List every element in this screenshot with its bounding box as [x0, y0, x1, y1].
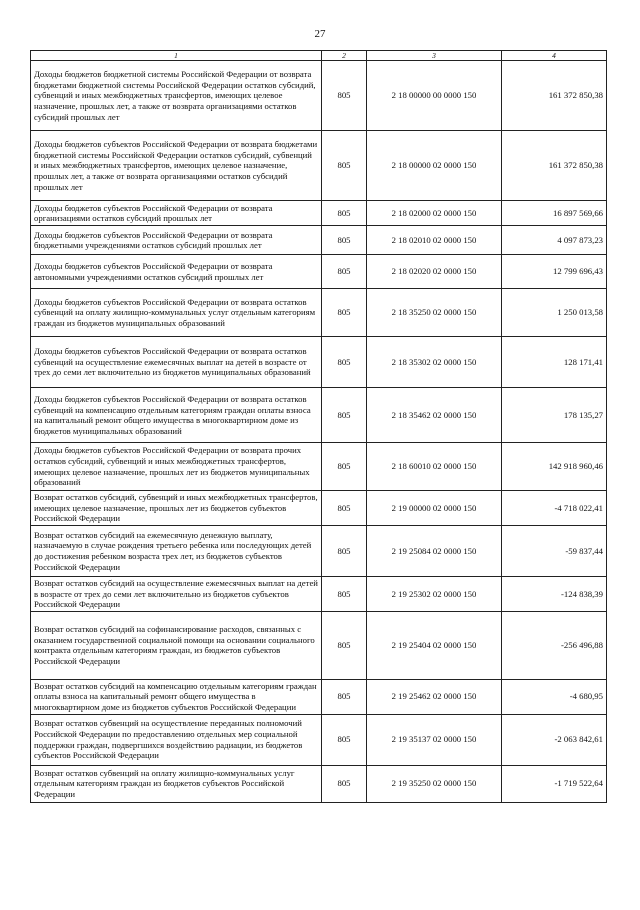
row-description: Доходы бюджетов бюджетной системы Российской Федерации от возврата бюджетами бюджетной системы Российской Федерации остатков субсидий, субвенций и иных межбюджетных трансфертов, имеющих целевое назначение, прошлых лет, а также от возврата организациями остатков субсидий прошлых лет: [31, 61, 322, 131]
column-header-kbk: 3: [367, 51, 502, 61]
row-kbk-code: 2 19 00000 02 0000 150: [367, 491, 502, 526]
row-amount: -4 718 022,41: [502, 491, 607, 526]
row-description: Возврат остатков субсидий на ежемесячную денежную выплату, назначаемую в случае рождения третьего ребенка или последующих детей до достижения ребенком возраста трех лет, из бюджетов субъектов Российской Федерации: [31, 525, 322, 576]
row-amount: 4 097 873,23: [502, 226, 607, 255]
table-row: [31, 491, 607, 526]
row-description: Возврат остатков субсидий на софинансирование расходов, связанных с оказанием государственной социальной помощи на основании социального контракта отдельным категориям граждан, из бюджетов субъектов Российской Федерации: [31, 611, 322, 679]
table-row: [31, 388, 607, 443]
row-amount: -124 838,39: [502, 576, 607, 611]
row-kbk-code: 2 18 35302 02 0000 150: [367, 337, 502, 388]
row-admin-code: 805: [322, 611, 367, 679]
page-number: 27: [314, 28, 326, 40]
row-admin-code: 805: [322, 765, 367, 802]
row-kbk-code: 2 19 25462 02 0000 150: [367, 679, 502, 714]
column-header-description: 1: [31, 51, 322, 61]
row-description: Доходы бюджетов субъектов Российской Федерации от возврата остатков субвенций на осуществление ежемесячных выплат на детей в возрасте от трех до семи лет включительно из бюджетов муниципальных образований: [31, 337, 322, 388]
row-admin-code: 805: [322, 226, 367, 255]
row-description: Доходы бюджетов субъектов Российской Федерации от возврата прочих остатков субсидий, субвенций и иных межбюджетных трансфертов, имеющих целевое назначение, прошлых лет из бюджетов муниципальных образований: [31, 443, 322, 491]
row-admin-code: 805: [322, 714, 367, 765]
row-amount: -1 719 522,64: [502, 765, 607, 802]
table-row: [31, 765, 607, 802]
row-description: Доходы бюджетов субъектов Российской Федерации от возврата автономными учреждениями остатков субсидий прошлых лет: [31, 255, 322, 289]
row-admin-code: 805: [322, 289, 367, 337]
budget-revenue-table: [30, 50, 607, 803]
table-row: [31, 226, 607, 255]
row-kbk-code: 2 18 60010 02 0000 150: [367, 443, 502, 491]
row-kbk-code: 2 18 02010 02 0000 150: [367, 226, 502, 255]
table-row: [31, 525, 607, 576]
row-description: Возврат остатков субсидий, субвенций и иных межбюджетных трансфертов, имеющих целевое назначение, прошлых лет из бюджетов субъектов Российской Федерации: [31, 491, 322, 526]
row-amount: 12 799 696,43: [502, 255, 607, 289]
table-row: [31, 255, 607, 289]
table-row: [31, 576, 607, 611]
row-amount: 161 372 850,38: [502, 131, 607, 201]
table-row: [31, 61, 607, 131]
table-row: [31, 679, 607, 714]
table-row: [31, 289, 607, 337]
row-description: Возврат остатков субсидий на осуществление ежемесячных выплат на детей в возрасте от трех до семи лет включительно из бюджетов субъектов Российской Федерации: [31, 576, 322, 611]
row-amount: 142 918 960,46: [502, 443, 607, 491]
row-kbk-code: 2 19 35137 02 0000 150: [367, 714, 502, 765]
column-header-amount: 4: [502, 51, 607, 61]
row-kbk-code: 2 18 02000 02 0000 150: [367, 201, 502, 226]
row-amount: 178 135,27: [502, 388, 607, 443]
table-row: [31, 443, 607, 491]
table-row: [31, 131, 607, 201]
row-amount: -59 837,44: [502, 525, 607, 576]
row-kbk-code: 2 18 00000 02 0000 150: [367, 131, 502, 201]
row-amount: -2 063 842,61: [502, 714, 607, 765]
row-kbk-code: 2 18 35250 02 0000 150: [367, 289, 502, 337]
table-header-row: [31, 51, 607, 61]
row-admin-code: 805: [322, 61, 367, 131]
row-amount: -4 680,95: [502, 679, 607, 714]
table-row: [31, 337, 607, 388]
column-header-admin-code: 2: [322, 51, 367, 61]
table-row: [31, 611, 607, 679]
row-admin-code: 805: [322, 491, 367, 526]
row-description: Доходы бюджетов субъектов Российской Федерации от возврата бюджетами бюджетной системы Российской Федерации остатков субсидий, субвенций и иных межбюджетных трансфертов, имеющих целевое назначение, прошлых лет, а также от возврата организациями остатков субсидий прошлых лет: [31, 131, 322, 201]
table-row: [31, 714, 607, 765]
row-admin-code: 805: [322, 576, 367, 611]
row-description: Возврат остатков субвенций на оплату жилищно-коммунальных услуг отдельным категориям граждан из бюджетов субъектов Российской Федерации: [31, 765, 322, 802]
row-kbk-code: 2 19 25404 02 0000 150: [367, 611, 502, 679]
row-description: Доходы бюджетов субъектов Российской Федерации от возврата остатков субвенций на компенсацию отдельным категориям граждан оплаты взноса на капитальный ремонт общего имущества в многоквартирном доме из бюджетов муниципальных образований: [31, 388, 322, 443]
table-row: [31, 201, 607, 226]
row-admin-code: 805: [322, 255, 367, 289]
row-amount: 128 171,41: [502, 337, 607, 388]
row-amount: 161 372 850,38: [502, 61, 607, 131]
row-kbk-code: 2 18 35462 02 0000 150: [367, 388, 502, 443]
row-amount: 16 897 569,66: [502, 201, 607, 226]
row-amount: 1 250 013,58: [502, 289, 607, 337]
row-admin-code: 805: [322, 679, 367, 714]
row-admin-code: 805: [322, 337, 367, 388]
row-description: Доходы бюджетов субъектов Российской Федерации от возврата бюджетными учреждениями остатков субсидий прошлых лет: [31, 226, 322, 255]
row-kbk-code: 2 19 25302 02 0000 150: [367, 576, 502, 611]
row-description: Возврат остатков субсидий на компенсацию отдельным категориям граждан оплаты взноса на капитальный ремонт общего имущества в многоквартирном доме из бюджетов субъектов Российской Федерации: [31, 679, 322, 714]
row-description: Доходы бюджетов субъектов Российской Федерации от возврата остатков субвенций на оплату жилищно-коммунальных услуг отдельным категориям граждан из бюджетов муниципальных образований: [31, 289, 322, 337]
row-admin-code: 805: [322, 525, 367, 576]
row-admin-code: 805: [322, 443, 367, 491]
row-description: Возврат остатков субвенций на осуществление переданных полномочий Российской Федерации по предоставлению отдельных мер социальной поддержки граждан, подвергшихся воздействию радиации, из бюджетов субъектов Российской Федерации: [31, 714, 322, 765]
row-kbk-code: 2 18 00000 00 0000 150: [367, 61, 502, 131]
row-description: Доходы бюджетов субъектов Российской Федерации от возврата организациями остатков субсидий прошлых лет: [31, 201, 322, 226]
row-admin-code: 805: [322, 201, 367, 226]
row-kbk-code: 2 19 25084 02 0000 150: [367, 525, 502, 576]
row-admin-code: 805: [322, 131, 367, 201]
row-kbk-code: 2 18 02020 02 0000 150: [367, 255, 502, 289]
row-admin-code: 805: [322, 388, 367, 443]
row-kbk-code: 2 19 35250 02 0000 150: [367, 765, 502, 802]
row-amount: -256 496,88: [502, 611, 607, 679]
